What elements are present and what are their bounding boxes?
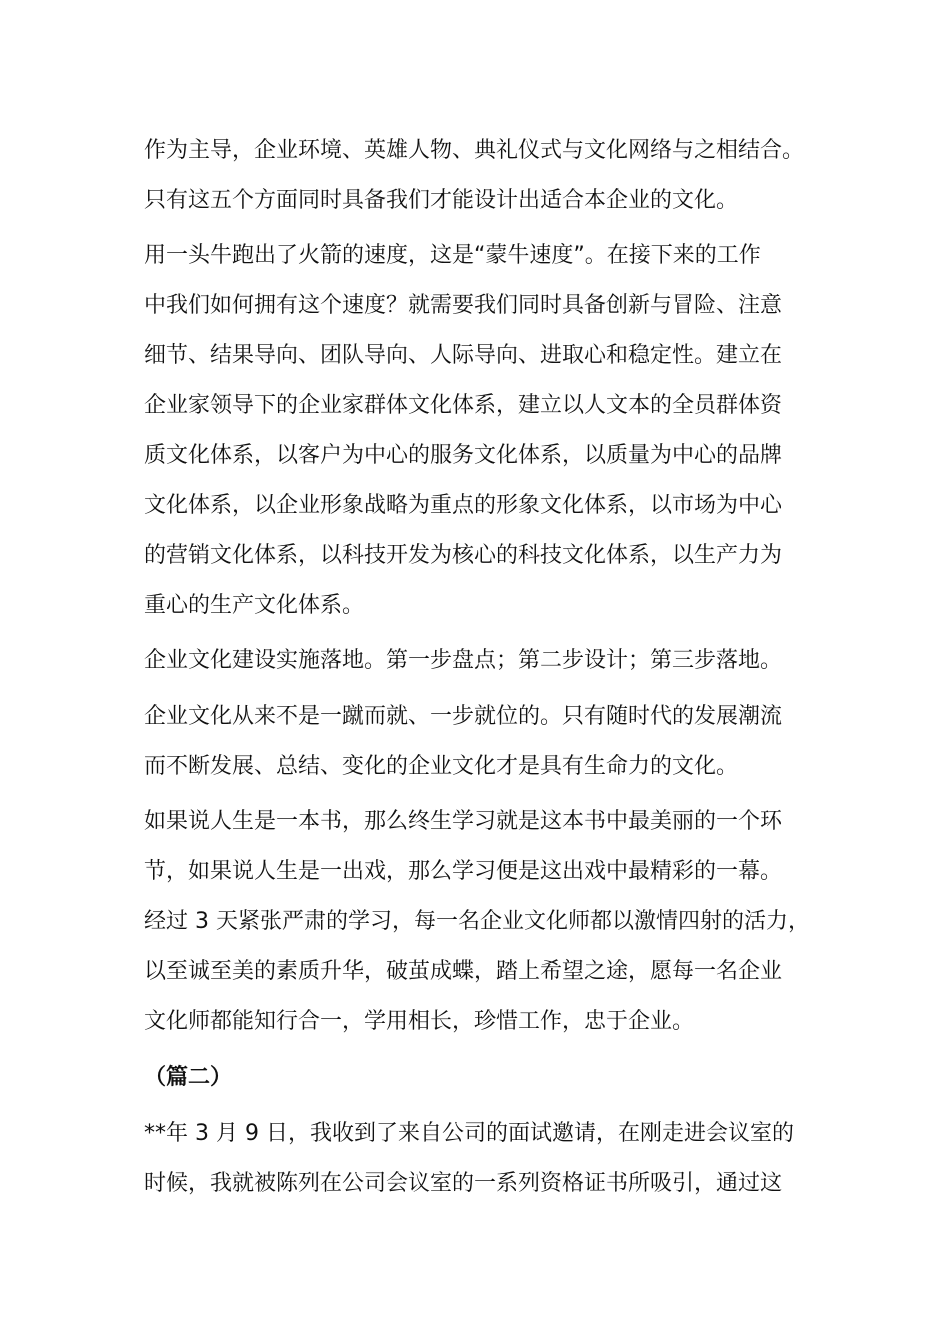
text-line: 用一头牛跑出了火箭的速度，这是“蒙牛速度”。在接下来的工作 [144, 243, 761, 268]
text-line: 的营销文化体系，以科技开发为核心的科技文化体系，以生产力为 [144, 543, 783, 568]
paragraph-2 [144, 231, 824, 631]
paragraph-1 [144, 126, 824, 226]
text-line: 企业文化从来不是一蹴而就、一步就位的。只有随时代的发展潮流 [144, 704, 783, 729]
text-line: 时候，我就被陈列在公司会议室的一系列资格证书所吸引，通过这 [144, 1171, 783, 1196]
paragraph-6 [144, 1109, 824, 1209]
text-line: 以至诚至美的素质升华，破茧成蝶，踏上希望之途，愿每一名企业 [144, 959, 783, 984]
text-line: 而不断发展、总结、变化的企业文化才是具有生命力的文化。 [144, 754, 739, 779]
text-line: 企业文化建设实施落地。第一步盘点；第二步设计；第三步落地。 [144, 648, 783, 673]
text-line: 重心的生产文化体系。 [144, 593, 365, 618]
text-line: 文化师都能知行合一，学用相长，珍惜工作，忠于企业。 [144, 1009, 695, 1034]
text-line: 细节、结果导向、团队导向、人际导向、进取心和稳定性。建立在 [144, 343, 783, 368]
text-line: 文化体系，以企业形象战略为重点的形象文化体系，以市场为中心 [144, 493, 783, 518]
section-heading-block [144, 1053, 824, 1103]
text-line: 作为主导，企业环境、英雄人物、典礼仪式与文化网络与之相结合。 [144, 138, 805, 163]
text-line: 企业家领导下的企业家群体文化体系，建立以人文本的全员群体资 [144, 393, 783, 418]
paragraph-3 [144, 636, 824, 686]
text-line: 质文化体系，以客户为中心的服务文化体系，以质量为中心的品牌 [144, 443, 783, 468]
text-line: **年 3 月 9 日，我收到了来自公司的面试邀请，在刚走进会议室的 [144, 1121, 794, 1146]
text-line: 中我们如何拥有这个速度？就需要我们同时具备创新与冒险、注意 [144, 293, 783, 318]
text-line: 如果说人生是一本书，那么终生学习就是这本书中最美丽的一个环 [144, 809, 783, 834]
paragraph-4 [144, 692, 824, 792]
paragraph-5 [144, 797, 824, 1047]
text-line: 只有这五个方面同时具备我们才能设计出适合本企业的文化。 [144, 188, 739, 213]
section-heading: （篇二） [144, 1065, 233, 1090]
text-line: 节，如果说人生是一出戏，那么学习便是这出戏中最精彩的一幕。 [144, 859, 783, 884]
text-line: 经过 3 天紧张严肃的学习，每一名企业文化师都以激情四射的活力， [144, 909, 810, 934]
